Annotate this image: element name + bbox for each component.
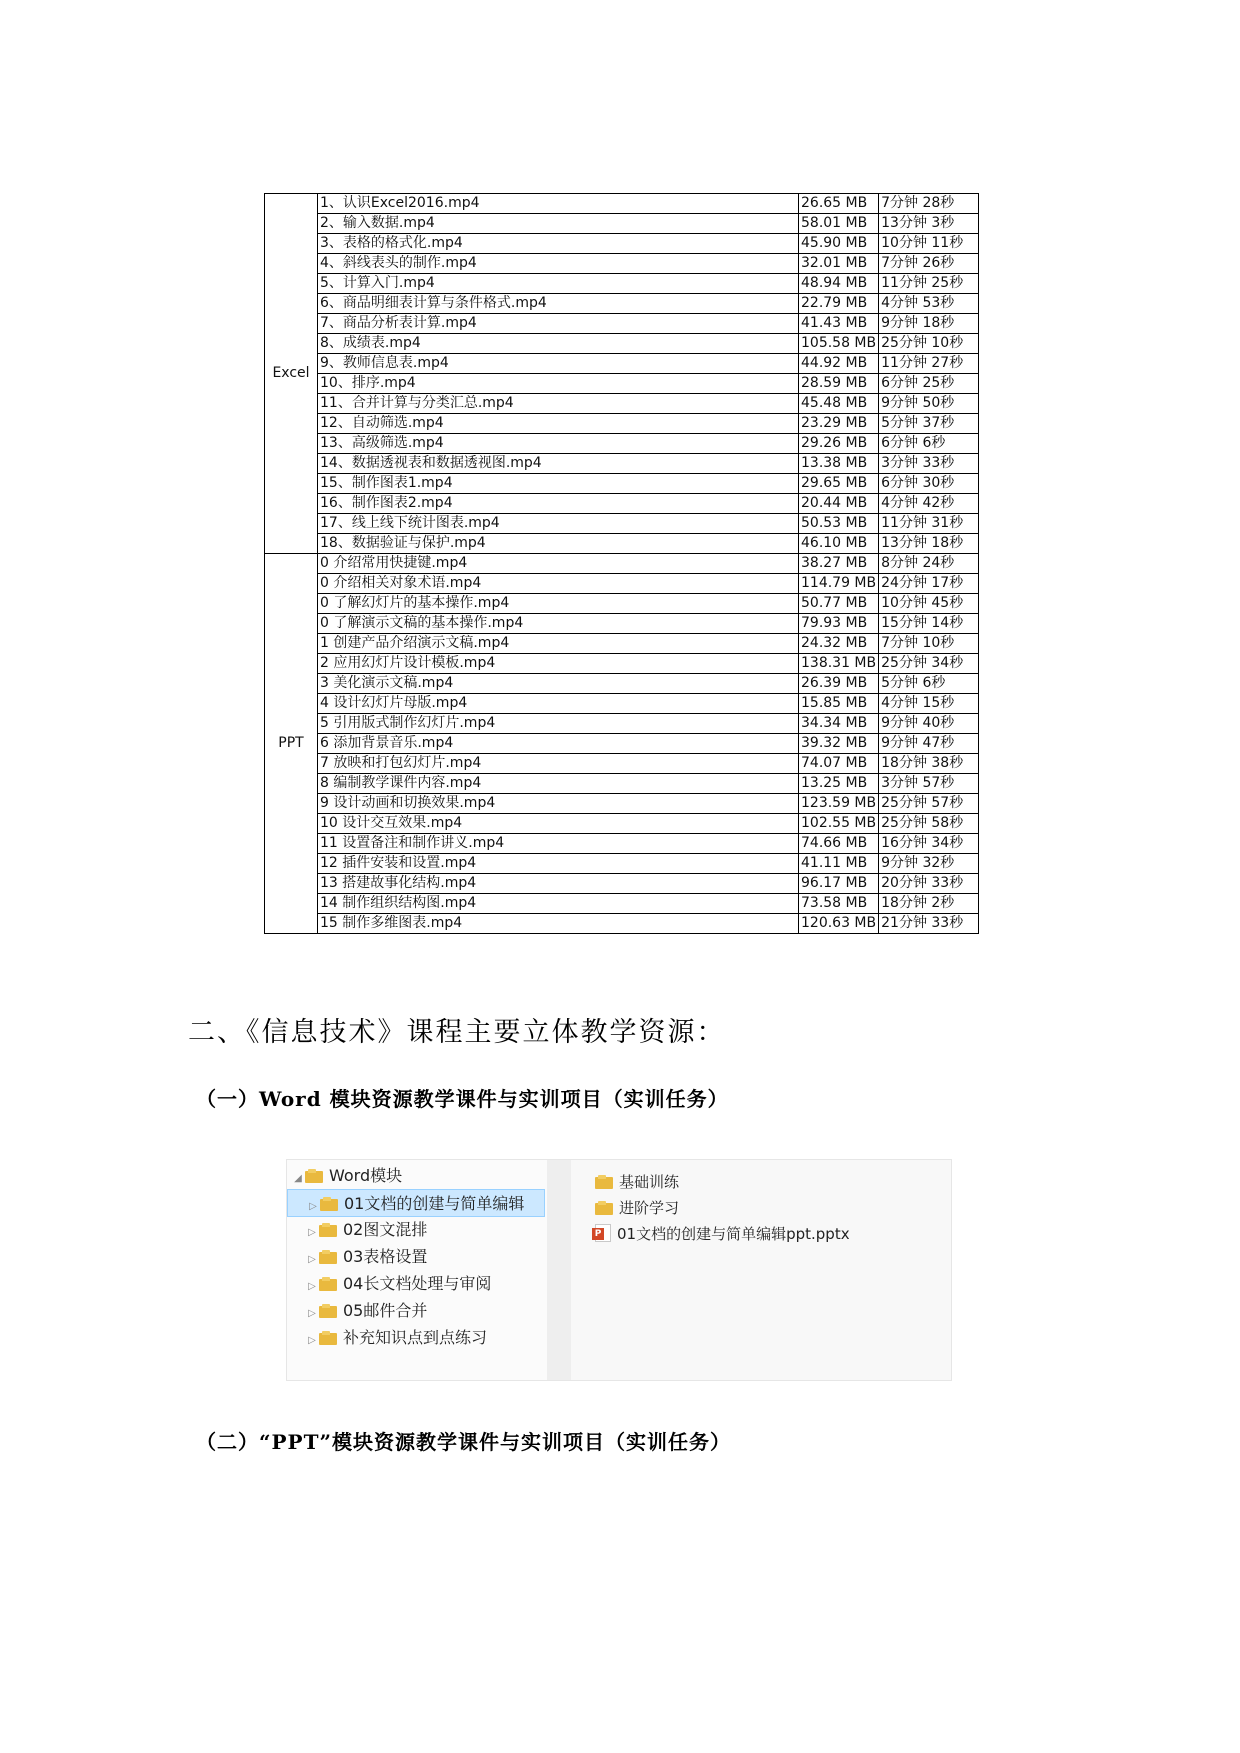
file-name-cell: 9、教师信息表.mp4 (318, 354, 799, 374)
file-size-cell: 23.29 MB (799, 414, 879, 434)
table-row (265, 334, 979, 354)
duration-cell: 25分钟 57秒 (879, 794, 979, 814)
table-row (265, 854, 979, 874)
tree-item[interactable] (287, 1297, 545, 1325)
file-name-cell: 12、自动筛选.mp4 (318, 414, 799, 434)
folder-icon (319, 1304, 337, 1318)
file-name-cell: 10、排序.mp4 (318, 374, 799, 394)
table-row (265, 894, 979, 914)
table-row (265, 474, 979, 494)
tree-item-label: 01文档的创建与简单编辑 (344, 1194, 525, 1213)
collapsed-arrow-icon[interactable]: ▷ (308, 1227, 316, 1238)
word-module-subheading: （一）Word 模块资源教学课件与实训项目（实训任务） (196, 1087, 729, 1111)
file-name-cell: 4、斜线表头的制作.mp4 (318, 254, 799, 274)
file-size-cell: 105.58 MB (799, 334, 879, 354)
duration-cell: 7分钟 26秒 (879, 254, 979, 274)
file-name-cell: 12 插件安装和设置.mp4 (318, 854, 799, 874)
file-name-cell: 15、制作图表1.mp4 (318, 474, 799, 494)
duration-cell: 9分钟 47秒 (879, 734, 979, 754)
tree-item[interactable] (287, 1324, 545, 1352)
file-size-cell: 39.32 MB (799, 734, 879, 754)
table-row (265, 634, 979, 654)
file-name-cell: 11、合并计算与分类汇总.mp4 (318, 394, 799, 414)
table-row (265, 674, 979, 694)
duration-cell: 15分钟 14秒 (879, 614, 979, 634)
group-label-cell: PPT (265, 554, 318, 934)
tree-item[interactable] (287, 1243, 545, 1271)
duration-cell: 10分钟 11秒 (879, 234, 979, 254)
duration-cell: 9分钟 32秒 (879, 854, 979, 874)
file-name-cell: 7、商品分析表计算.mp4 (318, 314, 799, 334)
table-row (265, 594, 979, 614)
duration-cell: 4分钟 15秒 (879, 694, 979, 714)
duration-cell: 21分钟 33秒 (879, 914, 979, 934)
duration-cell: 9分钟 40秒 (879, 714, 979, 734)
file-size-cell: 15.85 MB (799, 694, 879, 714)
table-row (265, 454, 979, 474)
file-size-cell: 34.34 MB (799, 714, 879, 734)
table-row (265, 734, 979, 754)
file-name-cell: 0 介绍常用快捷键.mp4 (318, 554, 799, 574)
file-name-cell: 11 设置备注和制作讲义.mp4 (318, 834, 799, 854)
file-size-cell: 13.25 MB (799, 774, 879, 794)
table-row (265, 394, 979, 414)
folder-icon (305, 1169, 323, 1183)
file-size-cell: 73.58 MB (799, 894, 879, 914)
table-row (265, 754, 979, 774)
file-explorer-screenshot (286, 1159, 952, 1381)
file-name-cell: 9 设计动画和切换效果.mp4 (318, 794, 799, 814)
table-row (265, 214, 979, 234)
duration-cell: 4分钟 53秒 (879, 294, 979, 314)
tree-item-label: 02图文混排 (343, 1220, 428, 1239)
file-size-cell: 50.77 MB (799, 594, 879, 614)
file-name-cell: 3 美化演示文稿.mp4 (318, 674, 799, 694)
table-row (265, 834, 979, 854)
file-size-cell: 32.01 MB (799, 254, 879, 274)
file-name-cell: 4 设计幻灯片母版.mp4 (318, 694, 799, 714)
content-item-label: 基础训练 (619, 1173, 680, 1191)
file-name-cell: 16、制作图表2.mp4 (318, 494, 799, 514)
file-name-cell: 8、成绩表.mp4 (318, 334, 799, 354)
duration-cell: 6分钟 30秒 (879, 474, 979, 494)
file-name-cell: 1 创建产品介绍演示文稿.mp4 (318, 634, 799, 654)
folder-icon (320, 1197, 338, 1211)
table-row (265, 274, 979, 294)
tree-item[interactable] (287, 1270, 545, 1298)
file-name-cell: 13 搭建故事化结构.mp4 (318, 874, 799, 894)
duration-cell: 11分钟 25秒 (879, 274, 979, 294)
expanded-arrow-icon[interactable]: ◢ (294, 1173, 302, 1184)
file-name-cell: 0 介绍相关对象术语.mp4 (318, 574, 799, 594)
table-row (265, 354, 979, 374)
group-label-cell: Excel (265, 194, 318, 554)
duration-cell: 25分钟 34秒 (879, 654, 979, 674)
table-row (265, 554, 979, 574)
tree-item-label: 补充知识点到点练习 (343, 1328, 488, 1347)
file-size-cell: 26.39 MB (799, 674, 879, 694)
table-row (265, 614, 979, 634)
file-size-cell: 45.48 MB (799, 394, 879, 414)
file-size-cell: 58.01 MB (799, 214, 879, 234)
file-name-cell: 2 应用幻灯片设计模板.mp4 (318, 654, 799, 674)
table-row (265, 714, 979, 734)
file-size-cell: 102.55 MB (799, 814, 879, 834)
duration-cell: 24分钟 17秒 (879, 574, 979, 594)
table-row (265, 194, 979, 214)
pptx-file-icon (595, 1224, 611, 1242)
section-heading: 二、《信息技术》课程主要立体教学资源： (188, 1017, 726, 1048)
duration-cell: 16分钟 34秒 (879, 834, 979, 854)
duration-cell: 8分钟 24秒 (879, 554, 979, 574)
folder-icon (319, 1331, 337, 1345)
duration-cell: 3分钟 33秒 (879, 454, 979, 474)
collapsed-arrow-icon[interactable]: ▷ (308, 1281, 316, 1292)
file-size-cell: 20.44 MB (799, 494, 879, 514)
content-item-label: 进阶学习 (619, 1199, 680, 1217)
content-item[interactable] (595, 1194, 679, 1222)
file-size-cell: 29.65 MB (799, 474, 879, 494)
file-name-cell: 7 放映和打包幻灯片.mp4 (318, 754, 799, 774)
table-row (265, 434, 979, 454)
duration-cell: 18分钟 2秒 (879, 894, 979, 914)
file-name-cell: 3、表格的格式化.mp4 (318, 234, 799, 254)
duration-cell: 10分钟 45秒 (879, 594, 979, 614)
duration-cell: 5分钟 37秒 (879, 414, 979, 434)
tree-item[interactable] (287, 1189, 545, 1217)
file-size-cell: 26.65 MB (799, 194, 879, 214)
folder-icon (319, 1277, 337, 1291)
duration-cell: 13分钟 3秒 (879, 214, 979, 234)
file-name-cell: 1、认识Excel2016.mp4 (318, 194, 799, 214)
collapsed-arrow-icon[interactable]: ▷ (308, 1335, 316, 1346)
duration-cell: 9分钟 50秒 (879, 394, 979, 414)
collapsed-arrow-icon[interactable]: ▷ (308, 1254, 316, 1265)
file-size-cell: 120.63 MB (799, 914, 879, 934)
file-name-cell: 2、输入数据.mp4 (318, 214, 799, 234)
table-row (265, 414, 979, 434)
file-name-cell: 10 设计交互效果.mp4 (318, 814, 799, 834)
table-row (265, 574, 979, 594)
file-size-cell: 114.79 MB (799, 574, 879, 594)
duration-cell: 20分钟 33秒 (879, 874, 979, 894)
duration-cell: 3分钟 57秒 (879, 774, 979, 794)
table-row (265, 254, 979, 274)
duration-cell: 18分钟 38秒 (879, 754, 979, 774)
tree-root[interactable] (291, 1162, 402, 1190)
table-row (265, 294, 979, 314)
folder-icon (319, 1250, 337, 1264)
duration-cell: 11分钟 27秒 (879, 354, 979, 374)
tree-item-label: 03表格设置 (343, 1247, 428, 1266)
file-name-cell: 13、高级筛选.mp4 (318, 434, 799, 454)
folder-icon (595, 1175, 613, 1189)
duration-cell: 5分钟 6秒 (879, 674, 979, 694)
duration-cell: 7分钟 28秒 (879, 194, 979, 214)
file-size-cell: 22.79 MB (799, 294, 879, 314)
file-size-cell: 45.90 MB (799, 234, 879, 254)
table-row (265, 914, 979, 934)
file-name-cell: 5 引用版式制作幻灯片.mp4 (318, 714, 799, 734)
file-size-cell: 38.27 MB (799, 554, 879, 574)
table-row (265, 314, 979, 334)
file-size-cell: 44.92 MB (799, 354, 879, 374)
collapsed-arrow-icon[interactable]: ▷ (309, 1201, 317, 1212)
file-name-cell: 0 了解演示文稿的基本操作.mp4 (318, 614, 799, 634)
content-item[interactable] (595, 1220, 850, 1248)
file-size-cell: 79.93 MB (799, 614, 879, 634)
duration-cell: 6分钟 6秒 (879, 434, 979, 454)
file-name-cell: 17、线上线下统计图表.mp4 (318, 514, 799, 534)
duration-cell: 25分钟 58秒 (879, 814, 979, 834)
table-row (265, 774, 979, 794)
file-name-cell: 8 编制教学课件内容.mp4 (318, 774, 799, 794)
file-size-cell: 50.53 MB (799, 514, 879, 534)
file-name-cell: 0 了解幻灯片的基本操作.mp4 (318, 594, 799, 614)
duration-cell: 7分钟 10秒 (879, 634, 979, 654)
file-name-cell: 6 添加背景音乐.mp4 (318, 734, 799, 754)
tree-root-label: Word模块 (329, 1166, 403, 1185)
table-row (265, 494, 979, 514)
tree-item-label: 04长文档处理与审阅 (343, 1274, 492, 1293)
file-size-cell: 28.59 MB (799, 374, 879, 394)
content-item-label: 01文档的创建与简单编辑ppt.pptx (617, 1225, 850, 1243)
duration-cell: 13分钟 18秒 (879, 534, 979, 554)
file-size-cell: 138.31 MB (799, 654, 879, 674)
file-size-cell: 13.38 MB (799, 454, 879, 474)
folder-icon (319, 1223, 337, 1237)
file-size-cell: 46.10 MB (799, 534, 879, 554)
table-row (265, 374, 979, 394)
folder-tree (287, 1160, 547, 1380)
ppt-module-subheading: （二）“PPT”模块资源教学课件与实训项目（实训任务） (196, 1430, 731, 1454)
table-row (265, 534, 979, 554)
folder-icon (595, 1201, 613, 1215)
table-row (265, 814, 979, 834)
duration-cell: 11分钟 31秒 (879, 514, 979, 534)
duration-cell: 9分钟 18秒 (879, 314, 979, 334)
table-row (265, 654, 979, 674)
tree-item[interactable] (287, 1216, 545, 1244)
file-size-cell: 41.43 MB (799, 314, 879, 334)
file-name-cell: 18、数据验证与保护.mp4 (318, 534, 799, 554)
file-name-cell: 5、计算入门.mp4 (318, 274, 799, 294)
file-size-cell: 29.26 MB (799, 434, 879, 454)
file-size-cell: 48.94 MB (799, 274, 879, 294)
folder-contents (571, 1160, 951, 1380)
duration-cell: 4分钟 42秒 (879, 494, 979, 514)
pane-splitter[interactable] (547, 1160, 571, 1380)
file-size-cell: 41.11 MB (799, 854, 879, 874)
collapsed-arrow-icon[interactable]: ▷ (308, 1308, 316, 1319)
video-table (264, 193, 979, 934)
file-size-cell: 123.59 MB (799, 794, 879, 814)
file-size-cell: 74.66 MB (799, 834, 879, 854)
table-row (265, 234, 979, 254)
file-size-cell: 96.17 MB (799, 874, 879, 894)
file-name-cell: 14、数据透视表和数据透视图.mp4 (318, 454, 799, 474)
file-size-cell: 24.32 MB (799, 634, 879, 654)
table-row (265, 874, 979, 894)
duration-cell: 25分钟 10秒 (879, 334, 979, 354)
table-row (265, 794, 979, 814)
duration-cell: 6分钟 25秒 (879, 374, 979, 394)
file-name-cell: 6、商品明细表计算与条件格式.mp4 (318, 294, 799, 314)
table-row (265, 694, 979, 714)
table-row (265, 514, 979, 534)
file-name-cell: 15 制作多维图表.mp4 (318, 914, 799, 934)
tree-item-label: 05邮件合并 (343, 1301, 428, 1320)
file-size-cell: 74.07 MB (799, 754, 879, 774)
file-name-cell: 14 制作组织结构图.mp4 (318, 894, 799, 914)
content-item[interactable] (595, 1168, 679, 1196)
